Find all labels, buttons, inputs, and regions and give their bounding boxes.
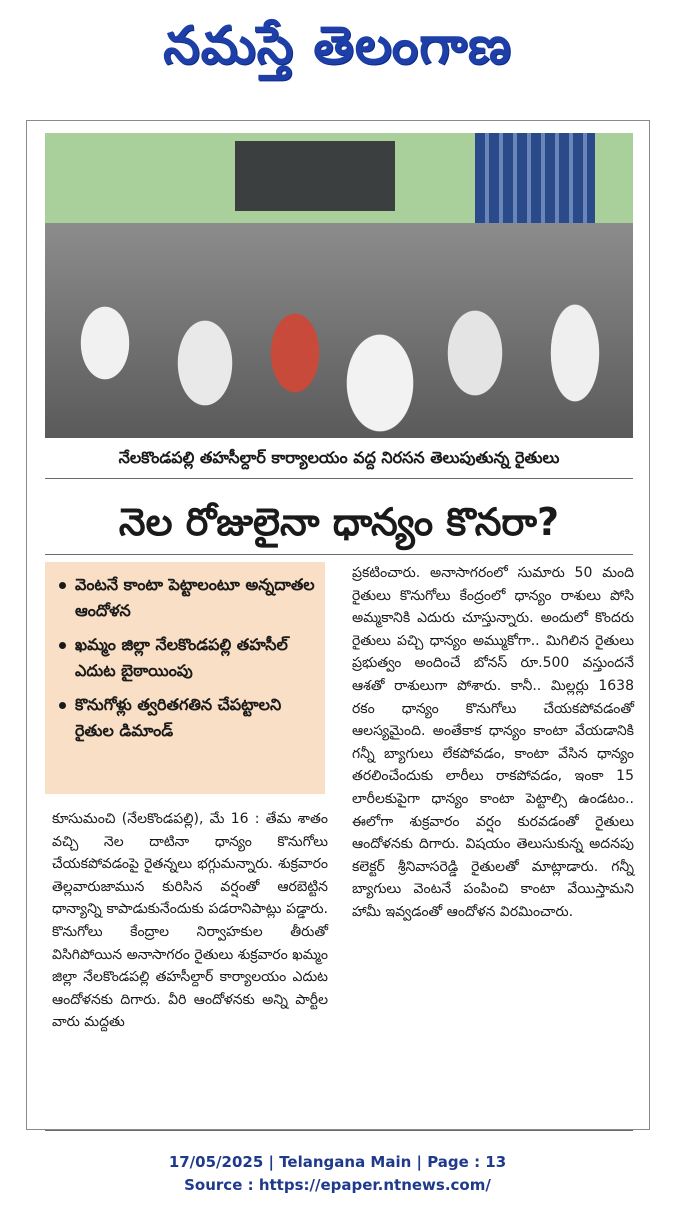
caption-divider (45, 478, 633, 479)
highlight-item: కొనుగోళ్లు త్వరితగతిన చేపట్టాలని రైతుల డిమాండ్ (57, 692, 317, 744)
photo-caption: నేలకొండపల్లి తహసీల్దార్ కార్యాలయం వద్ద నిరసన తెలుపుతున్న రైతులు (118, 448, 560, 467)
highlights-list (45, 562, 325, 744)
photo-door (235, 141, 395, 211)
article-column-right (352, 562, 634, 924)
article-column-left (52, 808, 328, 1034)
article-body-left: కూసుమంచి (నేలకొండపల్లి), మే 16 : తేమ శాతం వచ్చి నెల దాటినా ధాన్యం కొనుగోలు చేయకపోవడంపై రైతన్నలు భగ్గుమన్నారు. శుక్రవారం తెల్లవారుజామున కురిసిన వర్షంతో ఆరబెట్టిన ధాన్యాన్ని కాపాడుకునేందుకు పడరానిపాట్లు పడ్డారు. కొనుగోలు కేంద్రాల నిర్వాహకుల తీరుతో విసిగిపోయిన అనాసాగరం రైతులు శుక్రవారం ఖమ్మం జిల్లా నేలకొండపల్లి తహసీల్దార్ కార్యాలయం ఎదుట ఆందోళనకు దిగారు. వీరి ఆందోళనకు అన్ని పార్టీల వారు మద్దతు (52, 811, 328, 1031)
footer-source: Source : https://epaper.ntnews.com/ (184, 1176, 491, 1194)
article-body-right: ప్రకటించారు. అనాసాగరంలో సుమారు 50 మంది రైతులు కొనుగోలు కేంద్రంలో ధాన్యం రాశులు పోసి అమ్మకానికి ఎదురు చూస్తున్నారు. అందులో కొందరు రైతులు పచ్చి ధాన్యం అమ్ముకోగా.. మిగిలిన రైతులు ప్రభుత్వం అందించే బోనస్ రూ.500 వస్తుందనే ఆశతో రాశులుగా పోశారు. కానీ.. మిల్లర్లు 1638 రకం ధాన్యం కొనుగోలు చేయకపోవడంతో ఆలస్యమైంది. అంతేకాక ధాన్యం కాంటా వేయడానికి గన్నీ బ్యాగులు లేకపోవడం, కాంటా వేసిన ధాన్యం తరలించేందుకు లారీలు రాకపోవడం, ఇంకా 15 లారీలకుపైగా ధాన్యం కాంటా పెట్టాల్సి ఉండటం.. ఈలోగా శుక్రవారం వర్షం కురవడంతో రైతులు ఆందోళనకు దిగారు. విషయం తెలుసుకున్న అదనపు కలెక్టర్ శ్రీనివాసరెడ్డి రైతులతో మాట్లాడారు. గన్నీ బ్యాగులు వెంటనే పంపించి కాంటా వేయిస్తామని హామీ ఇవ్వడంతో ఆందోళన విరమించారు. (352, 565, 634, 920)
newspaper-masthead: నమస్తే తెలంగాణ (163, 16, 512, 76)
footer-meta: 17/05/2025 | Telangana Main | Page : 13 (168, 1153, 507, 1171)
highlight-item: వెంటనే కాంటా పెట్టాలంటూ అన్నదాతల ఆందోళన (57, 572, 317, 624)
footer-divider (45, 1130, 633, 1131)
highlight-item: ఖమ్మం జిల్లా నేలకొండపల్లి తహసీల్ ఎదుట బైఠాయింపు (57, 632, 317, 684)
headline-divider (45, 554, 633, 555)
photo-window (475, 133, 595, 228)
photo-crowd (45, 223, 633, 438)
article-headline: నెల రోజులైనా ధాన్యం కొనరా? (118, 500, 560, 544)
news-photo (45, 133, 633, 438)
highlights-box (45, 562, 325, 794)
